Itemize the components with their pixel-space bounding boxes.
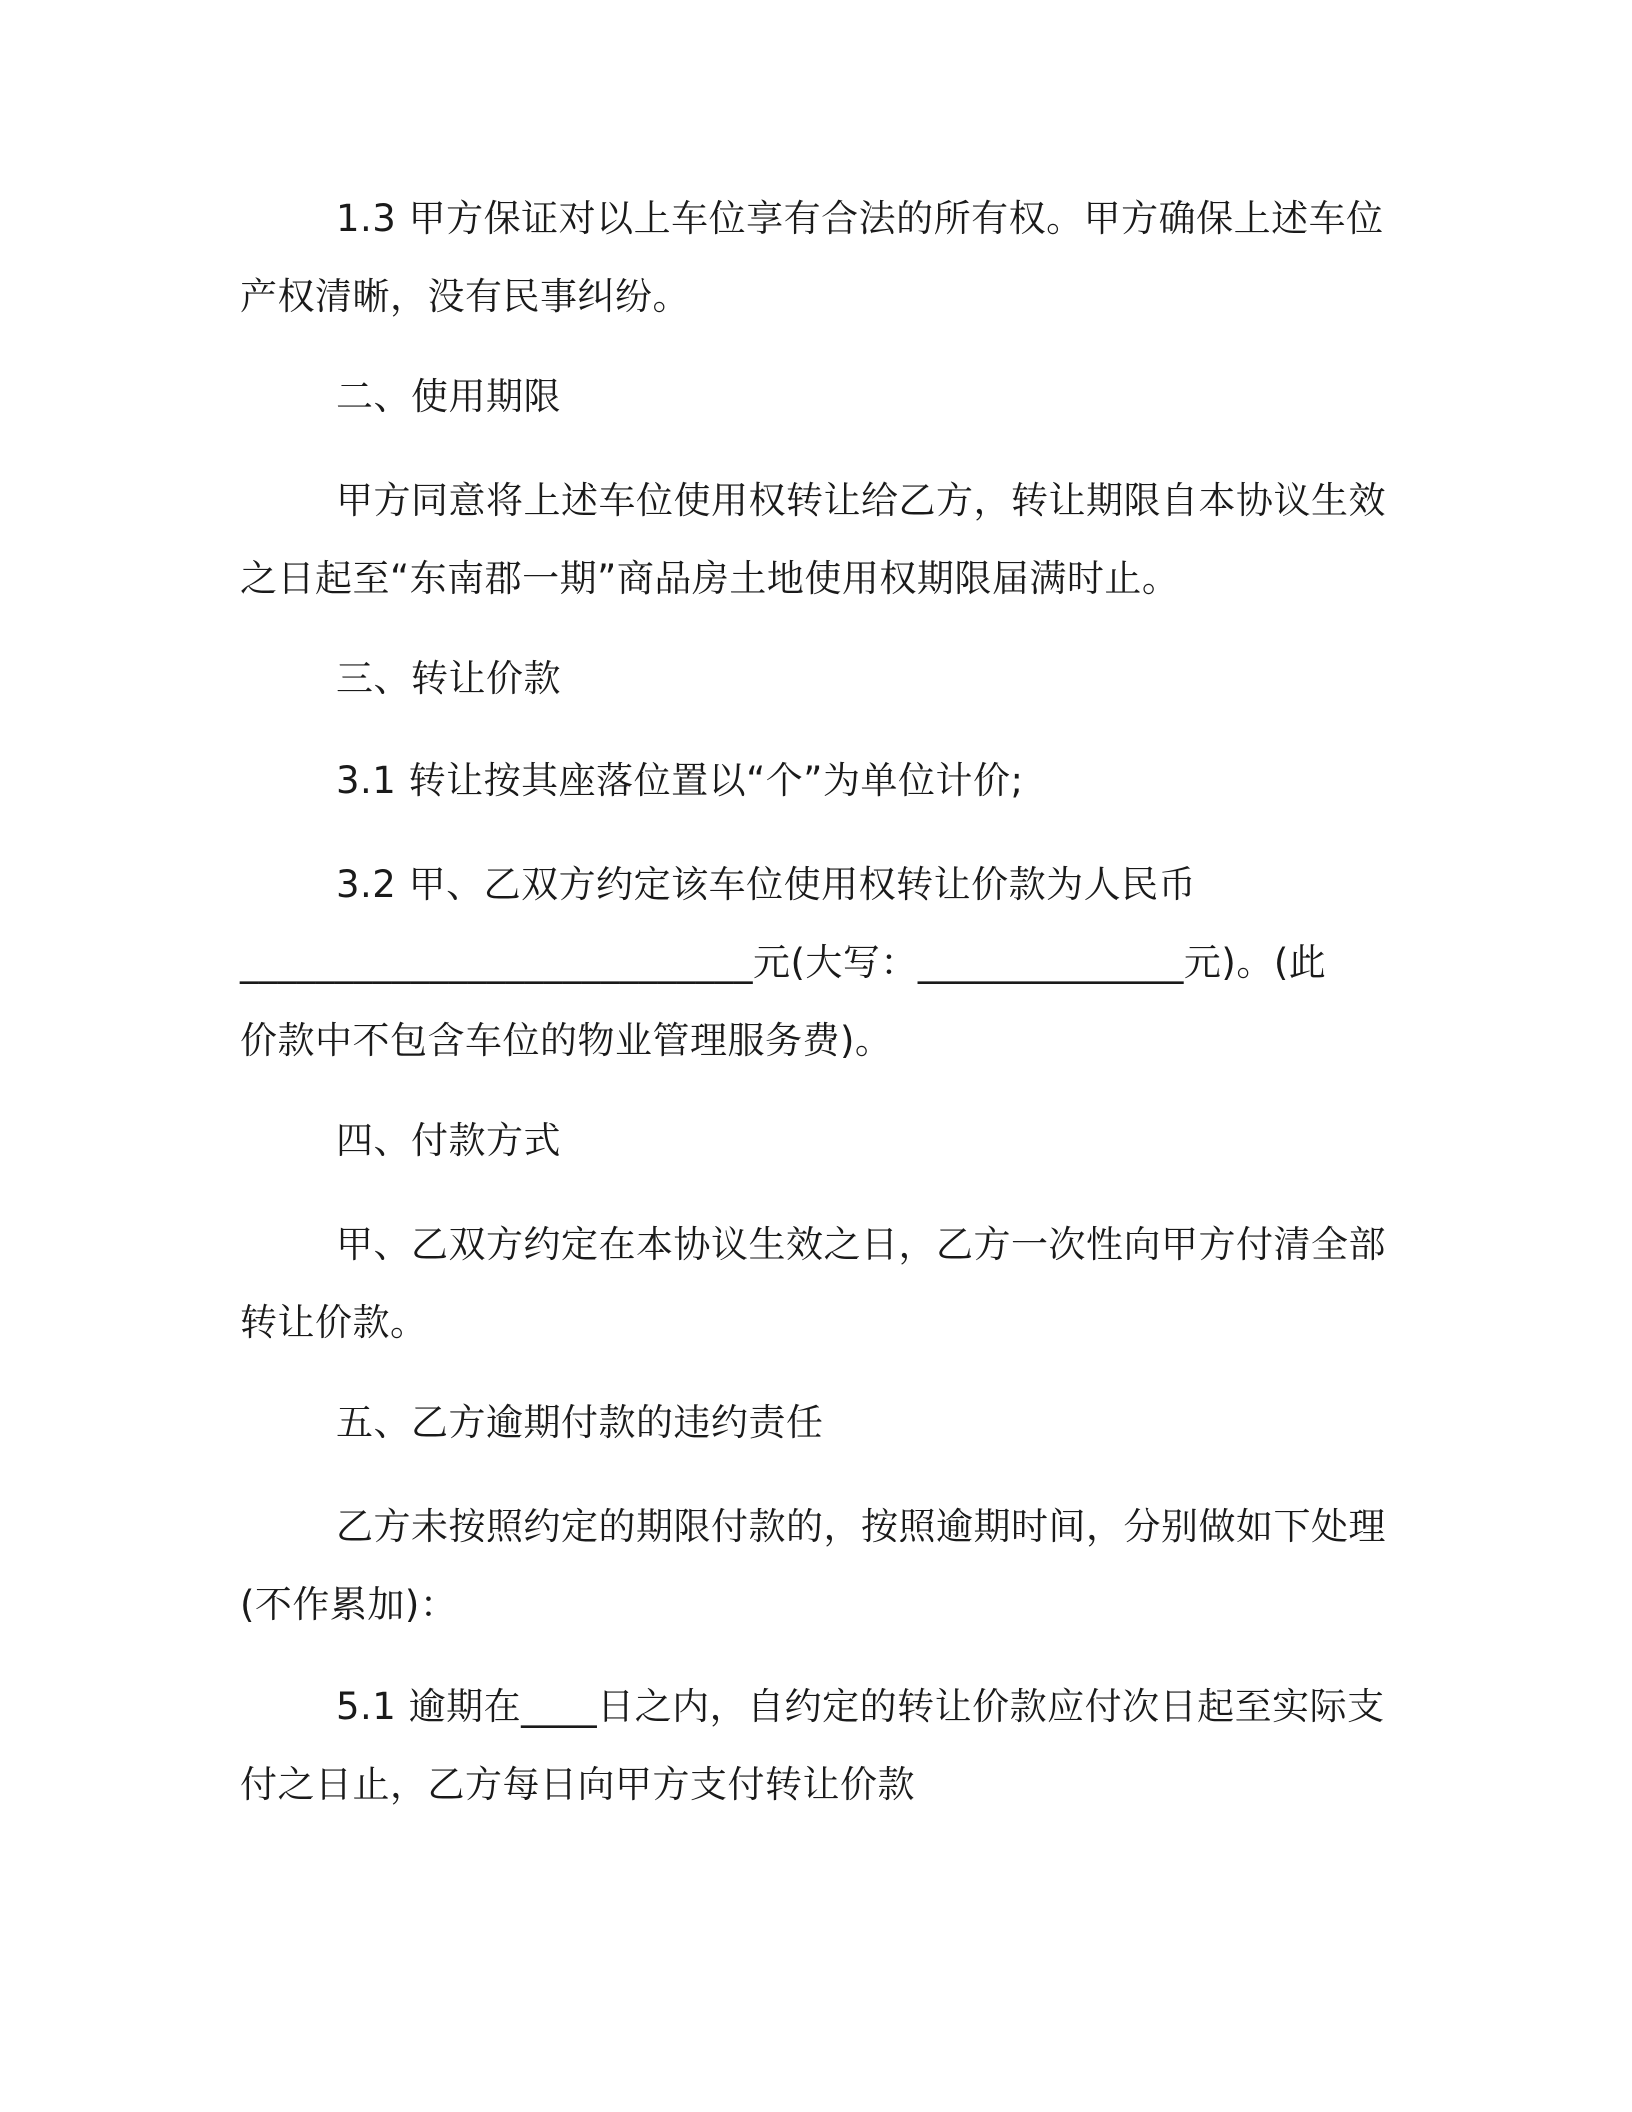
clause-5-1-line-2: 付之日止，乙方每日向甲方支付转让价款	[240, 1763, 915, 1806]
clause-3-2	[240, 846, 1380, 1080]
section-5-body	[240, 1488, 1386, 1644]
section-2-heading-text: 二、使用期限	[336, 375, 561, 418]
section-4-body-line-2: 转让价款。	[240, 1301, 428, 1344]
section-2-body-line-2: 之日起至“东南郡一期”商品房土地使用权期限届满时止。	[240, 557, 1180, 600]
section-4-body	[240, 1206, 1386, 1362]
clause-3-1-line-1: 3.1 转让按其座落位置以“个”为单位计价;	[336, 759, 1024, 802]
section-5-heading	[240, 1384, 1380, 1462]
section-3-heading-text: 三、转让价款	[336, 657, 561, 700]
section-4-heading-text: 四、付款方式	[336, 1119, 561, 1162]
clause-5-1	[240, 1668, 1385, 1824]
clause-5-1-line-1: 5.1 逾期在____日之内，自约定的转让价款应付次日起至实际支	[336, 1685, 1385, 1728]
clause-3-2-line-1: 3.2 甲、乙双方约定该车位使用权转让价款为人民币	[336, 863, 1197, 906]
section-5-body-line-2: (不作累加)：	[240, 1583, 458, 1626]
section-5-heading-text: 五、乙方逾期付款的违约责任	[336, 1401, 824, 1444]
section-2-body	[240, 462, 1386, 618]
section-4-body-line-1: 甲、乙双方约定在本协议生效之日，乙方一次性向甲方付清全部	[336, 1223, 1386, 1266]
clause-3-2-line-2: ___________________________元(大写：______________元)。(此	[240, 941, 1327, 984]
section-2-body-line-1: 甲方同意将上述车位使用权转让给乙方，转让期限自本协议生效	[336, 479, 1386, 522]
section-3-heading	[240, 640, 1380, 718]
clause-1-3	[240, 180, 1384, 336]
clause-3-1	[240, 742, 1380, 820]
clause-1-3-line-2: 产权清晰，没有民事纠纷。	[240, 275, 690, 318]
section-5-body-line-1: 乙方未按照约定的期限付款的，按照逾期时间，分别做如下处理	[336, 1505, 1386, 1548]
clause-3-2-line-3: 价款中不包含车位的物业管理服务费)。	[240, 1019, 893, 1062]
section-2-heading	[240, 358, 1380, 436]
clause-1-3-line-1: 1.3 甲方保证对以上车位享有合法的所有权。甲方确保上述车位	[336, 197, 1384, 240]
section-4-heading	[240, 1102, 1380, 1180]
